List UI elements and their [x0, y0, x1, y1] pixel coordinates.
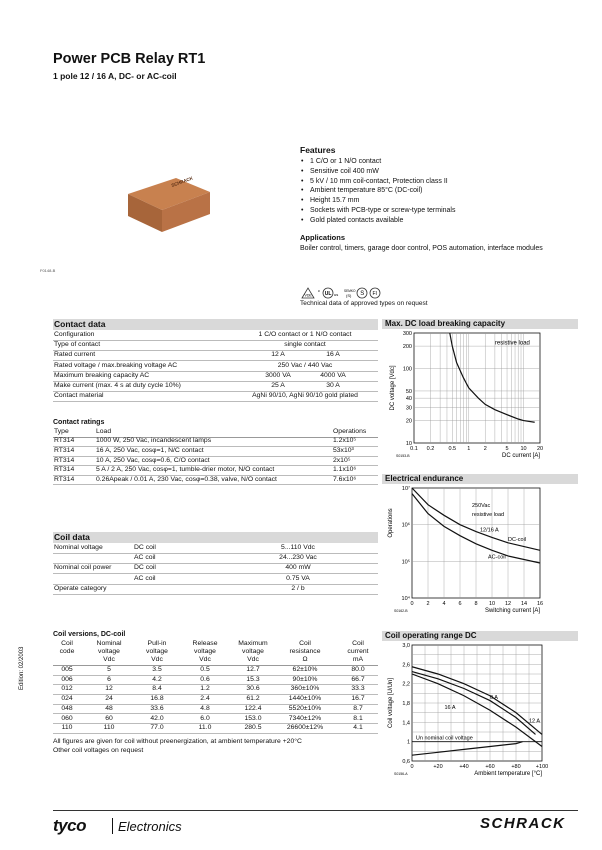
tick-label: 10⁷ — [401, 486, 410, 492]
feature-item: • Gold plated contacts available — [310, 216, 570, 226]
tick-label: 4 — [442, 601, 446, 607]
contact-value: AgNi 90/10, AgNi 90/10 gold plated — [252, 392, 358, 400]
column-header: Ω — [302, 656, 308, 664]
table-cell: 1.2 — [200, 685, 210, 693]
rating-load: 5 A / 2 A, 250 Vac, cosφ=1, tumble-drier motor, N/O contact — [96, 466, 275, 474]
chart-electrical-endurance-plot — [382, 484, 578, 616]
table-cell: 80.0 — [351, 666, 365, 673]
table-cell: 3.5 — [152, 666, 162, 673]
contact-value-16a: 16 A — [326, 351, 340, 359]
coil-range-series-4 — [412, 742, 523, 756]
tick-label: 0 — [410, 764, 414, 770]
table-cell: 5 — [107, 666, 111, 673]
tick-label: 5 — [505, 446, 509, 452]
tyco-logo: tyco — [53, 816, 86, 835]
coil-row — [53, 584, 378, 595]
feature-item: • 1 C/O or 1 N/O contact — [310, 157, 570, 167]
contact-value: 250 Vac / 440 Vac — [277, 361, 333, 369]
rating-operations: 53x10³ — [333, 447, 354, 454]
table-cell: 30.6 — [246, 685, 260, 693]
chart-coil-operating-range-plot — [382, 641, 578, 779]
table-cell: 0.5 — [200, 666, 210, 673]
table-cell: 005 — [61, 666, 73, 673]
table-cell: 4.2 — [152, 675, 162, 683]
column-header: voltage — [194, 648, 216, 656]
column-header: Coil — [61, 640, 73, 647]
contact-label: Contact material — [54, 392, 104, 400]
coil-data-heading: Coil data — [54, 532, 90, 542]
col-load: Load — [96, 428, 112, 435]
table-cell: 16.8 — [150, 695, 164, 703]
rating-type: RT314 — [54, 456, 75, 464]
column-header: Maximum — [238, 640, 268, 647]
applications-section — [300, 233, 570, 254]
annotation-label: 12/16 A — [480, 527, 499, 534]
rating-operations: 1.2x10⁵ — [333, 437, 357, 445]
contact-ratings-heading: Contact ratings — [53, 419, 105, 426]
tick-label: +20 — [433, 764, 443, 770]
column-header: Nominal — [96, 640, 122, 647]
rating-operations: 1.1x10⁶ — [333, 466, 357, 474]
table-row — [53, 685, 378, 695]
svg-text:(S): (S) — [346, 293, 352, 298]
contact-value-12a: 12 A — [271, 351, 285, 359]
tick-label: 0,6 — [402, 759, 410, 765]
table-cell: 048 — [61, 704, 73, 712]
tick-label: 2 — [483, 446, 487, 452]
table-cell: 8.1 — [353, 714, 363, 722]
chart-dc-breaking-plot — [382, 329, 578, 461]
coil-note-2: Other coil voltages on request — [53, 747, 144, 754]
table-cell: 110 — [103, 724, 115, 732]
tick-label: 6 — [458, 601, 462, 607]
coil-versions-table — [53, 640, 378, 740]
tick-label: 10 — [520, 446, 527, 452]
edition-label: Edition: 02/2003 — [19, 646, 25, 690]
tick-label: 2 — [426, 601, 430, 607]
feature-item: • Height 15.7 mm — [310, 196, 570, 206]
rating-load: 16 A, 250 Vac, cosφ=1, N/C contact — [96, 447, 204, 454]
table-row — [53, 666, 378, 676]
table-cell: 12 — [105, 685, 113, 693]
table-row — [53, 724, 378, 734]
contact-value: single contact — [284, 341, 326, 349]
chart-code: S0153-B — [396, 454, 410, 458]
approvals-section — [300, 286, 428, 307]
contact-value-12a: 25 A — [271, 382, 285, 389]
rating-load: 0.26Apeak / 0.01 A, 230 Vac, cosφ=0.38, valve, N/O contact — [96, 475, 277, 483]
rating-type: RT314 — [54, 466, 75, 474]
table-header-row — [53, 428, 378, 437]
annotation-label: DC-coil — [508, 536, 527, 543]
chart-title: Electrical endurance — [382, 474, 578, 484]
table-cell: 12.7 — [246, 666, 260, 673]
tick-label: 1,8 — [402, 701, 410, 707]
table-cell: 1440±10% — [288, 695, 322, 703]
page-title: Power PCB Relay RT1 — [53, 51, 206, 67]
tick-label: 1 — [467, 446, 471, 452]
table-cell: 060 — [61, 714, 73, 722]
series-label: Un nominal coil voltage — [415, 735, 473, 742]
table-row — [53, 705, 378, 715]
tick-label: +40 — [459, 764, 469, 770]
schrack-logo: SCHRACK — [480, 815, 566, 832]
coil-value: 400 mW — [285, 564, 311, 572]
column-header: voltage — [242, 648, 264, 656]
footer-rule — [53, 810, 578, 811]
applications-heading: Applications — [300, 233, 346, 242]
tick-label: +100 — [535, 764, 549, 770]
y-axis-label: DC voltage [Vdc] — [390, 365, 396, 411]
photo-code: F0148-B — [40, 268, 56, 273]
contact-value-12a: 3000 VA — [265, 371, 291, 379]
svg-text:c: c — [318, 288, 320, 293]
tick-label: 14 — [520, 601, 528, 607]
tick-label: 100 — [402, 366, 412, 373]
contact-value: 1 C/O contact or 1 N/O contact — [258, 331, 352, 338]
svg-text:VDE: VDE — [304, 293, 312, 298]
column-header: resistance — [289, 648, 321, 656]
s-mark-icon — [357, 288, 367, 298]
applications-text: Boiler control, timers, garage door control, POS automation, interface modules — [300, 245, 543, 252]
tick-label: +60 — [485, 764, 495, 770]
table-cell: 8.4 — [152, 685, 162, 693]
features-list — [300, 157, 570, 226]
table-cell: 90±10% — [292, 675, 318, 683]
contact-label: Rated voltage / max.breaking voltage AC — [54, 361, 178, 369]
table-cell: 4.8 — [200, 704, 210, 712]
tick-label: 0.1 — [410, 446, 418, 452]
tick-label: 16 — [536, 601, 544, 607]
semko-icon — [344, 289, 356, 298]
table-cell: 8.7 — [353, 704, 363, 712]
table-cell: 16.7 — [351, 695, 365, 703]
rating-load: 1000 W, 250 Vac, incandescent lamps — [96, 437, 212, 445]
chart-title: Coil operating range DC — [382, 631, 578, 641]
approval-note: Technical data of approved types on request — [300, 300, 428, 307]
annotation-label: resistive load — [472, 512, 505, 519]
tick-label: 1 — [406, 739, 410, 746]
tick-label: 0.5 — [448, 446, 457, 452]
tick-label: 40 — [405, 396, 412, 403]
rating-type: RT314 — [54, 447, 75, 454]
coil-value: 2 / b — [291, 584, 305, 592]
features-section — [300, 145, 570, 226]
chart-code: S0162-B — [394, 609, 408, 613]
chart-title: Max. DC load breaking capacity — [382, 319, 578, 329]
y-axis-label: Operations — [388, 508, 394, 538]
table-cell: 122.4 — [244, 704, 262, 712]
table-cell: 6.0 — [200, 714, 210, 722]
table-row — [53, 715, 378, 725]
svg-text:SEMKO: SEMKO — [344, 289, 356, 293]
logo-divider — [112, 818, 113, 834]
column-header: Coil — [352, 640, 364, 647]
table-cell: 6 — [107, 675, 111, 683]
tick-label: 0.2 — [426, 446, 435, 452]
table-cell: 33.6 — [150, 704, 164, 712]
table-cell: 0.6 — [200, 675, 210, 683]
contact-label: Make current (max. 4 s at duty cycle 10%) — [54, 382, 181, 389]
table-cell: 7340±12% — [288, 714, 322, 722]
tick-label: 50 — [405, 388, 412, 395]
tick-label: 8 — [474, 601, 478, 607]
contact-label: Configuration — [54, 331, 95, 338]
column-header: Release — [192, 640, 218, 647]
table-cell: 61.2 — [246, 695, 260, 703]
column-header: mA — [352, 656, 364, 664]
table-cell: 77.0 — [150, 724, 164, 732]
column-header: Pull-in — [147, 640, 167, 647]
coil-versions-heading: Coil versions, DC-coil — [53, 631, 126, 638]
table-row — [53, 476, 378, 486]
table-row — [53, 466, 378, 476]
tick-label: 2,2 — [402, 681, 410, 688]
table-cell: 62±10% — [292, 666, 318, 673]
x-axis-label: Switching current [A] — [484, 608, 540, 614]
electronics-label: Electronics — [118, 819, 182, 834]
table-cell: 24 — [105, 695, 113, 703]
tick-label: 20 — [536, 446, 544, 452]
coil-type: AC coil — [134, 554, 156, 562]
ul-icon — [318, 288, 338, 298]
table-cell: 4.1 — [353, 724, 363, 732]
rating-type: RT314 — [54, 437, 75, 445]
relay-marking: SCHRACK — [170, 175, 194, 188]
tick-label: 1,4 — [402, 720, 410, 727]
tick-label: 12 — [504, 601, 512, 607]
coil-note-1: All figures are given for coil without preenergization, at ambient temperature +20°C — [53, 738, 302, 745]
contact-value-16a: 4000 VA — [320, 371, 346, 379]
svg-text:UL: UL — [324, 290, 332, 297]
tick-label: +80 — [511, 764, 521, 770]
column-header: Vdc — [151, 656, 163, 664]
table-row — [53, 437, 378, 447]
tick-label: 200 — [402, 344, 412, 351]
coil-value: 0.75 VA — [286, 574, 310, 582]
tick-label: 10 — [405, 441, 412, 447]
rating-operations: 2x10⁵ — [333, 456, 351, 464]
contact-data-heading: Contact data — [54, 319, 106, 329]
tick-label: 20 — [405, 418, 412, 425]
column-header: voltage — [98, 648, 120, 656]
table-cell: 280.5 — [244, 724, 262, 732]
chart-coil-operating-range — [382, 631, 578, 779]
coil-label: Nominal coil power — [54, 564, 112, 572]
col-type: Type — [54, 428, 69, 435]
table-cell: 42.0 — [150, 714, 164, 722]
x-axis-label: DC current [A] — [501, 453, 540, 459]
coil-value: 24...230 Vac — [279, 554, 317, 562]
fi-mark-icon — [370, 288, 380, 298]
table-cell: 153.0 — [244, 714, 262, 722]
table-cell: 024 — [61, 695, 73, 703]
tick-label: 10 — [488, 601, 496, 607]
table-cell: 006 — [61, 675, 73, 683]
column-header: code — [59, 648, 75, 656]
coil-value: 5...110 Vdc — [281, 544, 315, 551]
table-cell: 110 — [61, 724, 73, 732]
column-header: Coil — [299, 640, 311, 647]
table-cell: 5520±10% — [288, 704, 322, 712]
coil-label: Nominal voltage — [54, 544, 103, 551]
table-cell: 66.7 — [351, 675, 365, 683]
tick-label: 30 — [405, 405, 412, 412]
rating-operations: 7.6x10⁶ — [333, 475, 357, 483]
table-cell: 26600±12% — [286, 724, 324, 732]
column-header: current — [347, 648, 369, 656]
contact-row — [53, 391, 378, 402]
table-row — [53, 695, 378, 705]
features-heading: Features — [300, 145, 336, 155]
coil-label: Operate category — [54, 584, 107, 592]
contact-label: Maximum breaking capacity AC — [54, 371, 150, 379]
table-row — [53, 457, 378, 467]
feature-item: • 5 kV / 10 mm coil-contact, Protection class II — [310, 177, 570, 187]
coil-type: DC coil — [134, 564, 156, 572]
series-label: 0 A — [490, 695, 498, 702]
chart-electrical-endurance — [382, 474, 578, 616]
table-cell: 60 — [105, 714, 113, 722]
table-row — [53, 676, 378, 686]
contact-label: Rated current — [54, 351, 96, 359]
x-axis-label: Ambient temperature [°C] — [474, 771, 542, 777]
coil-data-header — [53, 532, 378, 543]
column-header: Vdc — [199, 656, 211, 664]
series-label: resistive load — [494, 340, 530, 347]
y-axis-label: Coil voltage [U/Un] — [388, 677, 394, 729]
tick-label: 10⁶ — [401, 522, 410, 529]
series-label: 16 A — [444, 704, 456, 711]
contact-data-header — [53, 319, 378, 330]
chart-dc-breaking — [382, 319, 578, 461]
table-cell: 360±10% — [290, 685, 320, 693]
relay-photo — [118, 172, 218, 236]
tick-label: 10⁵ — [401, 559, 410, 566]
tick-label: 2,6 — [402, 662, 410, 669]
column-header: Vdc — [247, 656, 259, 664]
feature-item: • Sensitive coil 400 mW — [310, 167, 570, 177]
column-header: Vdc — [103, 656, 115, 664]
table-cell: 11.0 — [198, 724, 212, 732]
page-subtitle: 1 pole 12 / 16 A, DC- or AC-coil — [53, 71, 177, 81]
annotation-label: 250Vac — [472, 503, 491, 510]
feature-item: • Sockets with PCB-type or screw-type terminals — [310, 206, 570, 216]
chart-code: S0156-A — [394, 772, 408, 776]
tick-label: 10⁴ — [401, 596, 410, 602]
rating-type: RT314 — [54, 475, 75, 483]
contact-value-16a: 30 A — [326, 382, 340, 389]
annotation-label: AC-coil — [488, 554, 506, 561]
svg-text:us: us — [334, 292, 339, 297]
coil-type: AC coil — [134, 574, 156, 582]
table-cell: 33.3 — [351, 685, 365, 693]
contact-ratings-table — [53, 428, 378, 488]
contact-label: Type of contact — [54, 341, 101, 349]
series-label: 12 A — [529, 718, 541, 725]
vde-icon — [302, 288, 314, 298]
svg-text:FI: FI — [372, 291, 377, 297]
col-operations: Operations — [333, 428, 367, 435]
tick-label: 300 — [402, 331, 412, 337]
table-cell: 48 — [105, 704, 113, 712]
table-row — [53, 447, 378, 457]
column-header: voltage — [146, 648, 168, 656]
table-cell: 15.3 — [246, 675, 260, 683]
tick-label: 3,0 — [402, 643, 410, 649]
svg-text:S: S — [360, 291, 365, 297]
table-cell: 012 — [61, 685, 73, 693]
tick-label: 0 — [410, 601, 414, 607]
feature-item: • Ambient temperature 85°C (DC-coil) — [310, 186, 570, 196]
table-cell: 2.4 — [200, 695, 210, 703]
rating-load: 10 A, 250 Vac, cosφ=0.6, C/O contact — [96, 456, 210, 464]
coil-type: DC coil — [134, 544, 156, 551]
